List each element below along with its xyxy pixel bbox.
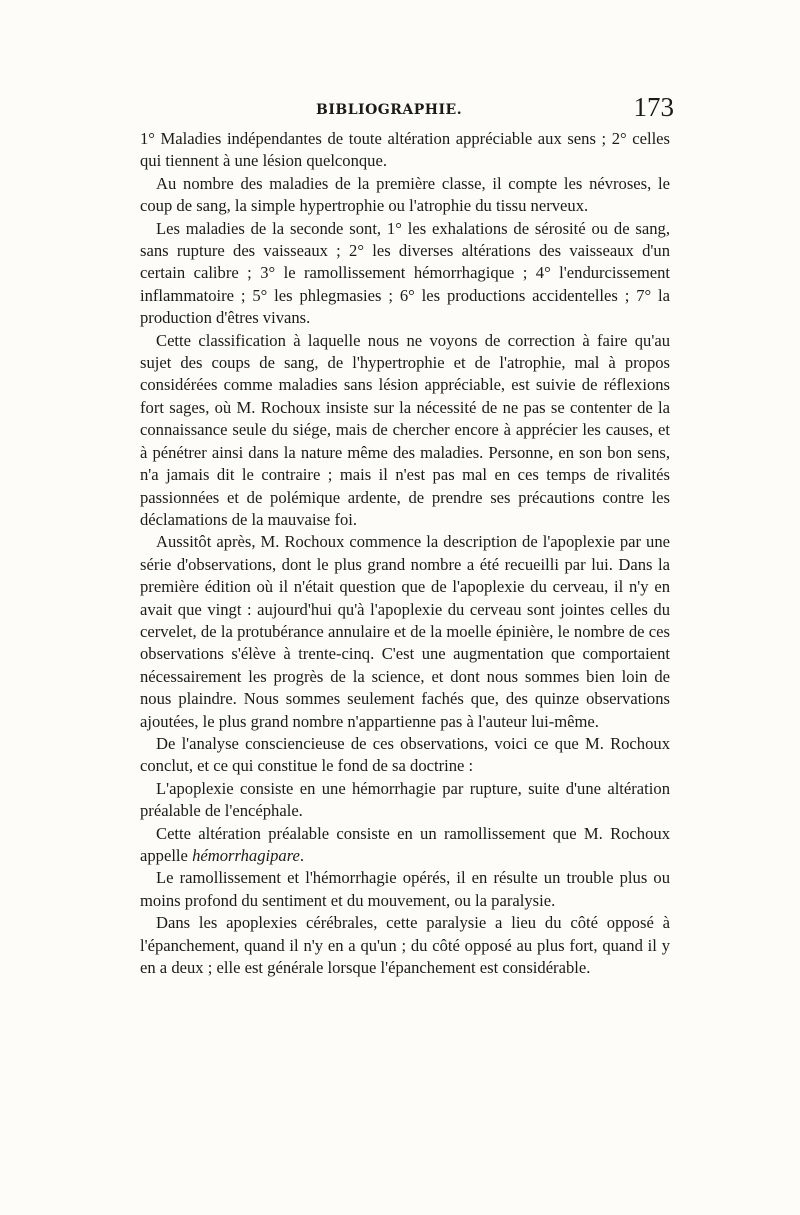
paragraph-6: De l'analyse consciencieuse de ces observations, voici ce que M. Rochoux conclut, et ce qui constitue le fond de sa doctrine : (140, 733, 670, 776)
paragraph-10: Dans les apoplexies cérébrales, cette paralysie a lieu du côté opposé à l'épanchement, quand il n'y en a qu'un ; du côté opposé au plus fort, quand il y en a deux ; elle est générale lorsque l'épanchement est considérable. (140, 913, 670, 978)
body-text (140, 128, 670, 979)
paragraph-2: Au nombre des maladies de la première classe, il compte les névroses, le coup de sang, la simple hypertrophie ou l'atrophie du tissu nerveux. (140, 173, 670, 216)
paragraph-8-italic-term: hémorrhagipare (192, 846, 300, 865)
paragraph-3: Les maladies de la seconde sont, 1° les exhalations de sérosité ou de sang, sans rupture des vaisseaux ; 2° les diverses altérations des vaisseaux d'un certain calibre ; 3° le ramollissement hémorrhagique ; 4° l'endurcissement inflammatoire ; 5° les phlegmasies ; 6° les productions accidentelles ; 7° la production d'êtres vivans. (140, 218, 670, 328)
page-header (142, 92, 678, 128)
paragraph-4: Cette classification à laquelle nous ne voyons de correction à faire qu'au sujet des coups de sang, de l'hypertrophie et de l'atrophie, mal à propos considérées comme maladies sans lésion appréciable, est suivie de réflexions fort sages, où M. Rochoux insiste sur la nécessité de ne pas se contenter de la connaissance seule du siége, mais de chercher encore à apprécier les causes, et à pénétrer ainsi dans la nature même des maladies. Personne, en son bon sens, n'a jamais dit le contraire ; mais il n'est pas mal en ces temps de rivalités passionnées et de polémique ardente, de prendre ses précautions contre les déclamations de la mauvaise foi. (140, 330, 670, 529)
running-head: BIBLIOGRAPHIE. (316, 102, 463, 118)
paragraph-1: 1° Maladies indépendantes de toute altération appréciable aux sens ; 2° celles qui tiennent à une lésion quelconque. (140, 129, 670, 171)
paragraph-8-end: . (299, 846, 305, 865)
paragraph-8 (140, 823, 670, 868)
paragraph-8-text: Cette altération préalable consiste en un ramollissement que M. Rochoux appelle (140, 823, 670, 865)
paragraph-5: Aussitôt après, M. Rochoux commence la description de l'apoplexie par une série d'observations, dont le plus grand nombre a été recueilli par lui. Dans la première édition où il n'était question que de l'apoplexie du cerveau, il n'y en avait que vingt : aujourd'hui qu'à l'apoplexie du cerveau sont jointes celles du cervelet, de la protubérance annulaire et de la moelle épinière, le nombre de ces observations s'élève à trente-cinq. C'est une augmentation que comportaient nécessairement les progrès de la science, et dont nous sommes bien loin de nous plaindre. Nous sommes seulement fachés que, des quinze observations ajoutées, le plus grand nombre n'appartienne pas à l'auteur lui-même. (140, 532, 670, 731)
paragraph-7: L'apoplexie consiste en une hémorrhagie par rupture, suite d'une altération préalable de l'encéphale. (140, 778, 670, 821)
page-number: 173 (633, 92, 674, 122)
paragraph-9: Le ramollissement et l'hémorrhagie opérés, il en résulte un trouble plus ou moins profond du sentiment et du mouvement, ou la paralysie. (140, 868, 670, 910)
